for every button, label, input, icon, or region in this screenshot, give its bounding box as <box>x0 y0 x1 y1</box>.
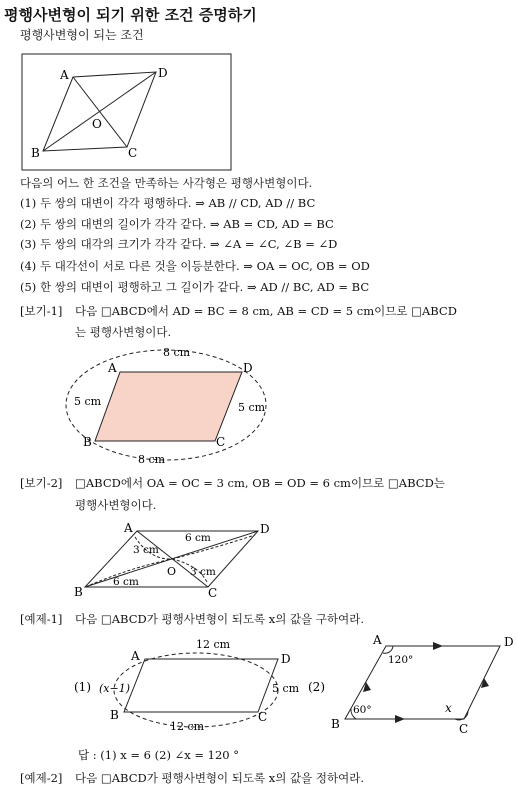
vertex-label-a: A <box>108 361 117 375</box>
figure-frame <box>22 54 231 170</box>
length-label-od: 6 cm <box>185 532 211 544</box>
length-label-bottom: 12 cm <box>170 720 205 733</box>
vertex-label-c: C <box>216 435 226 449</box>
vertex-label-c: C <box>208 586 218 600</box>
vertex-label-b: B <box>31 146 40 160</box>
dashed-arc <box>114 653 278 727</box>
condition-item: (1) 두 쌍의 대변이 각각 평행하다. ⇒ AB // CD, AD // BC <box>20 196 316 210</box>
example-text: 평행사변형이다. <box>75 498 157 512</box>
vertex-label-c: C <box>128 146 138 160</box>
length-label-top: 8 cm <box>163 346 191 359</box>
angle-label-x: x <box>445 701 452 715</box>
condition-item: (3) 두 쌍의 대각의 크기가 각각 같다. ⇒ ∠A = ∠C, ∠B = ∠D <box>20 237 338 251</box>
vertex-label-a: A <box>373 633 382 647</box>
answer-text: 답 : (1) x = 6 (2) ∠x = 120 ° <box>78 748 240 762</box>
angle-label-a: 120° <box>388 654 414 666</box>
vertex-label-d: D <box>260 522 270 536</box>
parallel-arrow-icon <box>363 682 371 692</box>
center-label-o: O <box>92 117 102 131</box>
condition-item: (4) 두 대각선이 서로 다른 것을 이등분한다. ⇒ OA = OC, OB = OD <box>20 259 370 273</box>
page-title: 평행사변형이 되기 위한 조건 증명하기 <box>4 6 257 24</box>
example-text: 는 평행사변형이다. <box>75 325 172 339</box>
vertex-label-b: B <box>331 717 340 731</box>
vertex-label-d: D <box>504 635 514 649</box>
vertex-label-a: A <box>124 521 133 535</box>
parallelogram-figure-1 <box>43 72 156 151</box>
parallelogram-figure-4 <box>124 659 278 712</box>
problem-tag: [예제-1] <box>20 612 63 626</box>
parallelogram-figure-2 <box>95 372 242 441</box>
parallel-arrow-icon <box>433 642 443 650</box>
vertex-label-a: A <box>60 68 69 82</box>
vertex-label-c: C <box>258 710 268 724</box>
conditions-intro: 다음의 어느 한 조건을 만족하는 사각형은 평행사변형이다. <box>20 176 313 190</box>
vertex-label-a: A <box>131 649 140 663</box>
vertex-label-b: B <box>83 435 92 449</box>
length-label-left: (x−1) <box>99 682 131 695</box>
length-label-right: 5 cm <box>238 401 266 414</box>
condition-item: (5) 한 쌍의 대변이 평행하고 그 길이가 같다. ⇒ AD // BC, AD = BC <box>20 280 370 294</box>
vertex-label-d: D <box>281 652 291 666</box>
length-label-left: 5 cm <box>74 395 102 408</box>
condition-item: (2) 두 쌍의 대변의 길이가 각각 같다. ⇒ AB = CD, AD = BC <box>20 217 334 231</box>
example-text: 다음 □ABCD에서 AD = BC = 8 cm, AB = CD = 5 cm이므로 □ABCD <box>75 304 457 318</box>
length-label-bottom: 8 cm <box>138 453 166 466</box>
vertex-label-b: B <box>74 585 83 599</box>
example-text: □ABCD에서 OA = OC = 3 cm, OB = OD = 6 cm이므로 □ABCD는 <box>75 476 445 490</box>
length-label-oc: 3 cm <box>190 566 216 578</box>
center-label-o: O <box>167 565 177 578</box>
part-label-2: (2) <box>308 680 325 694</box>
parallel-arrow-icon <box>395 715 405 723</box>
problem-text: 다음 □ABCD가 평행사변형이 되도록 x의 값을 구하여라. <box>75 612 364 626</box>
angle-label-b: 60° <box>353 704 372 716</box>
vertex-label-d: D <box>158 66 168 80</box>
example-tag: [보기-2] <box>20 476 63 490</box>
vertex-label-b: B <box>110 708 119 722</box>
example-tag: [보기-1] <box>20 304 63 318</box>
vertex-label-d: D <box>243 361 253 375</box>
part-label-1: (1) <box>74 680 91 694</box>
vertex-label-c: C <box>459 722 469 736</box>
length-label-right: 5 cm <box>272 682 300 695</box>
length-label-ob: 6 cm <box>113 576 139 588</box>
section-subtitle: 평행사변형이 되는 조건 <box>20 28 144 42</box>
problem-text: 다음 □ABCD가 평행사변형이 되도록 x의 값을 정하여라. <box>75 771 364 785</box>
length-label-oa: 3 cm <box>133 544 159 556</box>
problem-tag: [예제-2] <box>20 771 63 785</box>
length-label-top: 12 cm <box>196 638 231 651</box>
